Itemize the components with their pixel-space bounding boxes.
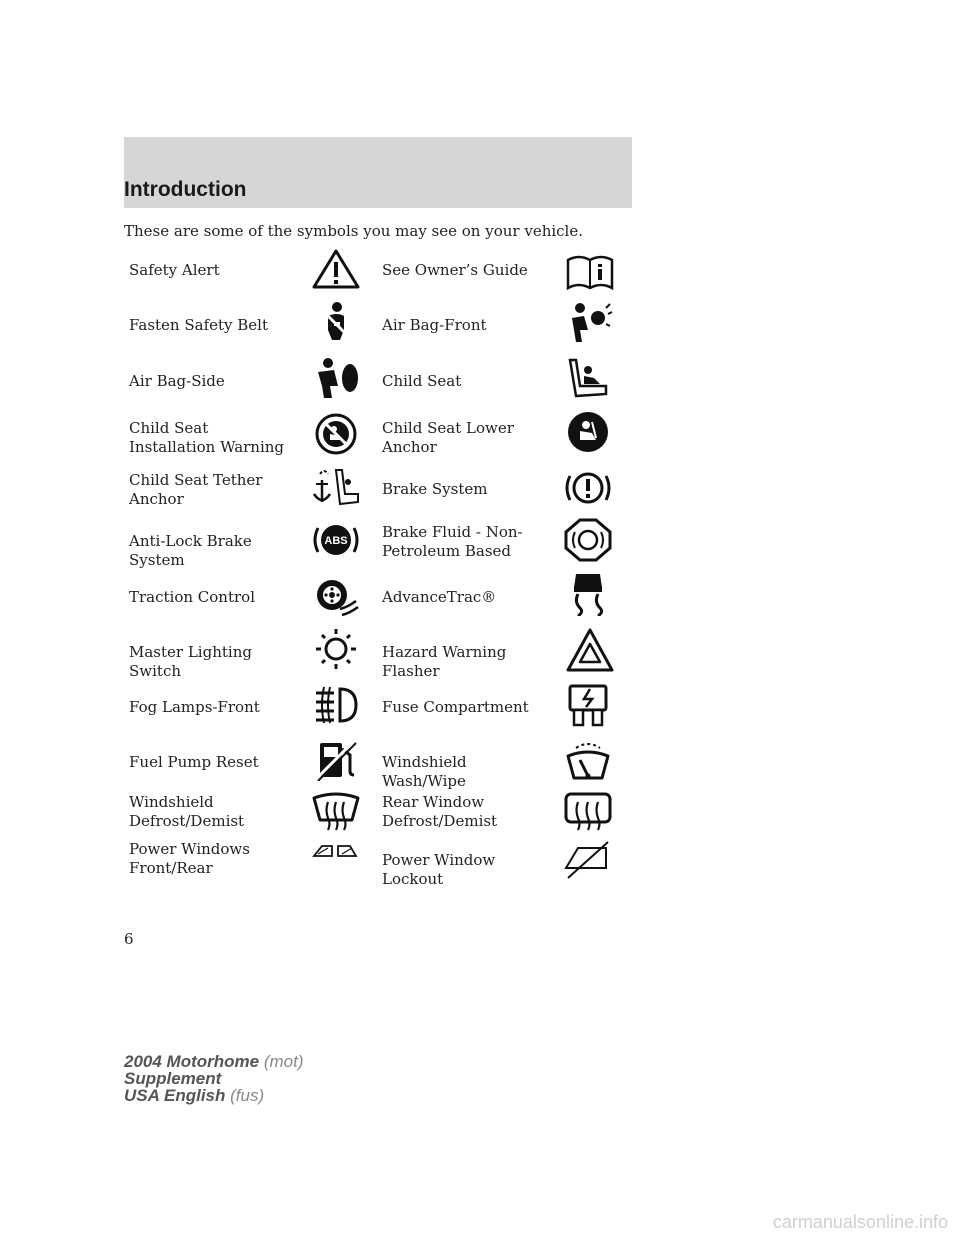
seatbelt-icon <box>310 300 362 344</box>
symbol-label: Master Lighting Switch <box>129 643 252 680</box>
child-seat-tether-icon <box>310 466 362 510</box>
symbol-label: Fasten Safety Belt <box>129 316 269 334</box>
symbol-label: Brake Fluid - Non-Petroleum Based <box>382 523 523 560</box>
symbol-label: Safety Alert <box>129 261 220 279</box>
book-icon <box>564 250 616 294</box>
footer-model: 2004 Motorhome <box>124 1052 260 1071</box>
child-seat-icon <box>562 356 614 400</box>
symbol-label: Air Bag-Front <box>382 316 487 334</box>
airbag-side-icon <box>310 356 362 400</box>
warning-triangle-icon <box>310 247 362 291</box>
hazard-icon <box>564 628 616 672</box>
symbol-label: Child Seat Lower Anchor <box>382 419 514 456</box>
child-seat-warning-icon <box>310 412 362 456</box>
symbol-label: Power Windows Front/Rear <box>129 840 250 877</box>
symbol-label: Fuel Pump Reset <box>129 753 259 771</box>
symbol-label: Rear Window Defrost/Demist <box>382 793 498 830</box>
brake-fluid-icon <box>562 518 614 562</box>
watermark: carmanualsonline.info <box>772 1212 948 1232</box>
brake-system-icon <box>562 466 614 510</box>
svg-text:ABS: ABS <box>324 535 348 547</box>
symbol-label: Child Seat <box>382 372 462 390</box>
footer-supplement: Supplement <box>124 1069 222 1088</box>
symbol-label: Traction Control <box>129 588 255 606</box>
document-footer <box>124 1053 304 1104</box>
section-title: Introduction <box>124 178 247 201</box>
child-seat-anchor-icon <box>562 410 614 454</box>
page-number: 6 <box>124 930 134 948</box>
footer-model-code: (mot) <box>263 1052 304 1071</box>
rear-defrost-icon <box>562 790 614 834</box>
windshield-defrost-icon <box>310 790 362 834</box>
symbol-label: Windshield Wash/Wipe <box>382 753 467 790</box>
abs-icon <box>310 518 362 562</box>
fog-lamp-icon <box>310 683 362 727</box>
advancetrac-icon <box>562 572 614 616</box>
footer-language: USA English <box>124 1086 226 1105</box>
symbol-label: See Owner’s Guide <box>382 261 528 279</box>
airbag-front-icon <box>562 300 614 344</box>
symbol-label: AdvanceTrac® <box>382 588 497 606</box>
symbol-label: Child Seat Installation Warning <box>129 419 285 456</box>
symbol-label: Air Bag-Side <box>129 372 225 390</box>
symbol-label: Power Window Lockout <box>382 851 496 888</box>
symbol-label: Brake System <box>382 480 488 498</box>
symbol-label: Hazard Warning Flasher <box>382 643 507 680</box>
symbol-label: Fog Lamps-Front <box>129 698 260 716</box>
fuel-pump-icon <box>310 737 362 781</box>
symbol-label: Anti-Lock Brake System <box>129 532 252 569</box>
power-window-icon <box>310 838 362 882</box>
traction-control-icon <box>310 575 362 619</box>
symbol-label: Windshield Defrost/Demist <box>129 793 245 830</box>
symbol-label: Fuse Compartment <box>382 698 529 716</box>
footer-language-code: (fus) <box>230 1086 265 1105</box>
window-lockout-icon <box>562 838 614 882</box>
wiper-icon <box>562 738 614 782</box>
symbol-label: Child Seat Tether Anchor <box>129 471 263 508</box>
lighting-switch-icon <box>310 627 362 671</box>
fuse-icon <box>562 683 614 727</box>
intro-text: These are some of the symbols you may see on your vehicle. <box>124 222 583 240</box>
